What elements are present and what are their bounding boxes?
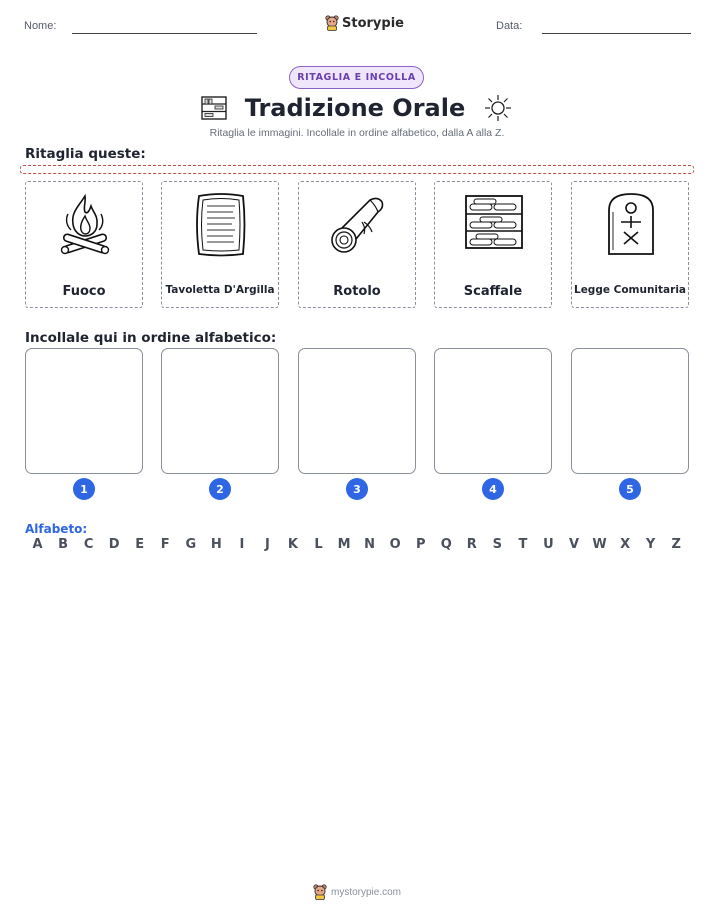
footer-url[interactable]: mystorypie.com [330, 886, 401, 898]
alphabet-letter: R [466, 537, 477, 552]
brand-name: Storypie [342, 15, 404, 31]
alphabet-letter: E [135, 537, 145, 552]
scroll-icon [326, 190, 390, 258]
alphabet-letter: F [160, 537, 170, 552]
slot-number: 5 [619, 478, 641, 500]
bear-mascot-icon [325, 15, 339, 31]
alphabet-row [25, 537, 689, 552]
name-label: Nome: [24, 20, 57, 32]
alphabet-letter: C [83, 537, 94, 552]
community-law-tablet-icon [599, 190, 663, 258]
card-label: Rotolo [333, 284, 381, 299]
cut-heading: Ritaglia queste: [25, 146, 146, 162]
cut-card-rotolo[interactable] [298, 181, 416, 308]
slot-number: 2 [209, 478, 231, 500]
paste-box-4[interactable] [434, 348, 552, 474]
paste-box-5[interactable] [571, 348, 689, 474]
paste-heading: Incollale qui in ordine alfabetico: [25, 330, 277, 346]
alphabet-letter: B [58, 537, 68, 552]
alphabet-letter: Z [671, 537, 681, 552]
alphabet-letter: I [239, 537, 245, 552]
name-line [72, 33, 257, 34]
paste-box-3[interactable] [298, 348, 416, 474]
slot-number: 4 [482, 478, 504, 500]
card-label: Legge Comunitaria [574, 284, 686, 296]
alphabet-letter: L [314, 537, 323, 552]
alphabet-letter: X [620, 537, 631, 552]
bookshelf-icon [201, 96, 227, 120]
alphabet-letter: D [108, 537, 120, 552]
cut-card-scaffale[interactable] [434, 181, 552, 308]
paste-box-1[interactable] [25, 348, 143, 474]
alphabet-letter: M [337, 537, 351, 552]
cut-card-tavoletta[interactable] [161, 181, 279, 308]
card-label: Tavoletta D'Argilla [165, 284, 275, 296]
footer [0, 884, 714, 900]
brand-logo [325, 13, 404, 33]
alphabet-letter: K [287, 537, 298, 552]
date-label: Data: [496, 20, 523, 32]
cut-card-fuoco[interactable] [25, 181, 143, 308]
alphabet-letter: W [592, 537, 607, 552]
alphabet-letter: T [518, 537, 528, 552]
alphabet-letter: Q [440, 537, 452, 552]
page-title: Tradizione Orale [244, 94, 466, 122]
alphabet-letter: J [265, 537, 270, 552]
alphabet-letter: O [389, 537, 401, 552]
card-label: Scaffale [463, 284, 523, 299]
slot-number: 3 [346, 478, 368, 500]
alphabet-letter: H [210, 537, 222, 552]
shelf-icon [462, 190, 526, 258]
alphabet-letter: V [568, 537, 580, 552]
clay-tablet-icon [189, 190, 253, 258]
date-line [542, 33, 691, 34]
title-row [0, 90, 714, 126]
alphabet-heading: Alfabeto: [25, 522, 88, 536]
alphabet-letter: N [364, 537, 376, 552]
alphabet-letter: P [415, 537, 426, 552]
sun-icon [483, 93, 513, 123]
activity-badge: RITAGLIA E INCOLLA [289, 66, 424, 89]
slot-number: 1 [73, 478, 95, 500]
alphabet-letter: G [185, 537, 197, 552]
alphabet-letter: S [492, 537, 503, 552]
cut-line [20, 165, 694, 174]
cut-card-legge[interactable] [571, 181, 689, 308]
campfire-icon [53, 190, 117, 258]
card-label: Fuoco [62, 284, 106, 299]
bear-mascot-icon [313, 884, 327, 900]
paste-box-2[interactable] [161, 348, 279, 474]
alphabet-letter: Y [645, 537, 656, 552]
instructions: Ritaglia le immagini. Incollale in ordine alfabetico, dalla A alla Z. [209, 127, 505, 139]
alphabet-letter: A [32, 537, 43, 552]
alphabet-letter: U [543, 537, 554, 552]
